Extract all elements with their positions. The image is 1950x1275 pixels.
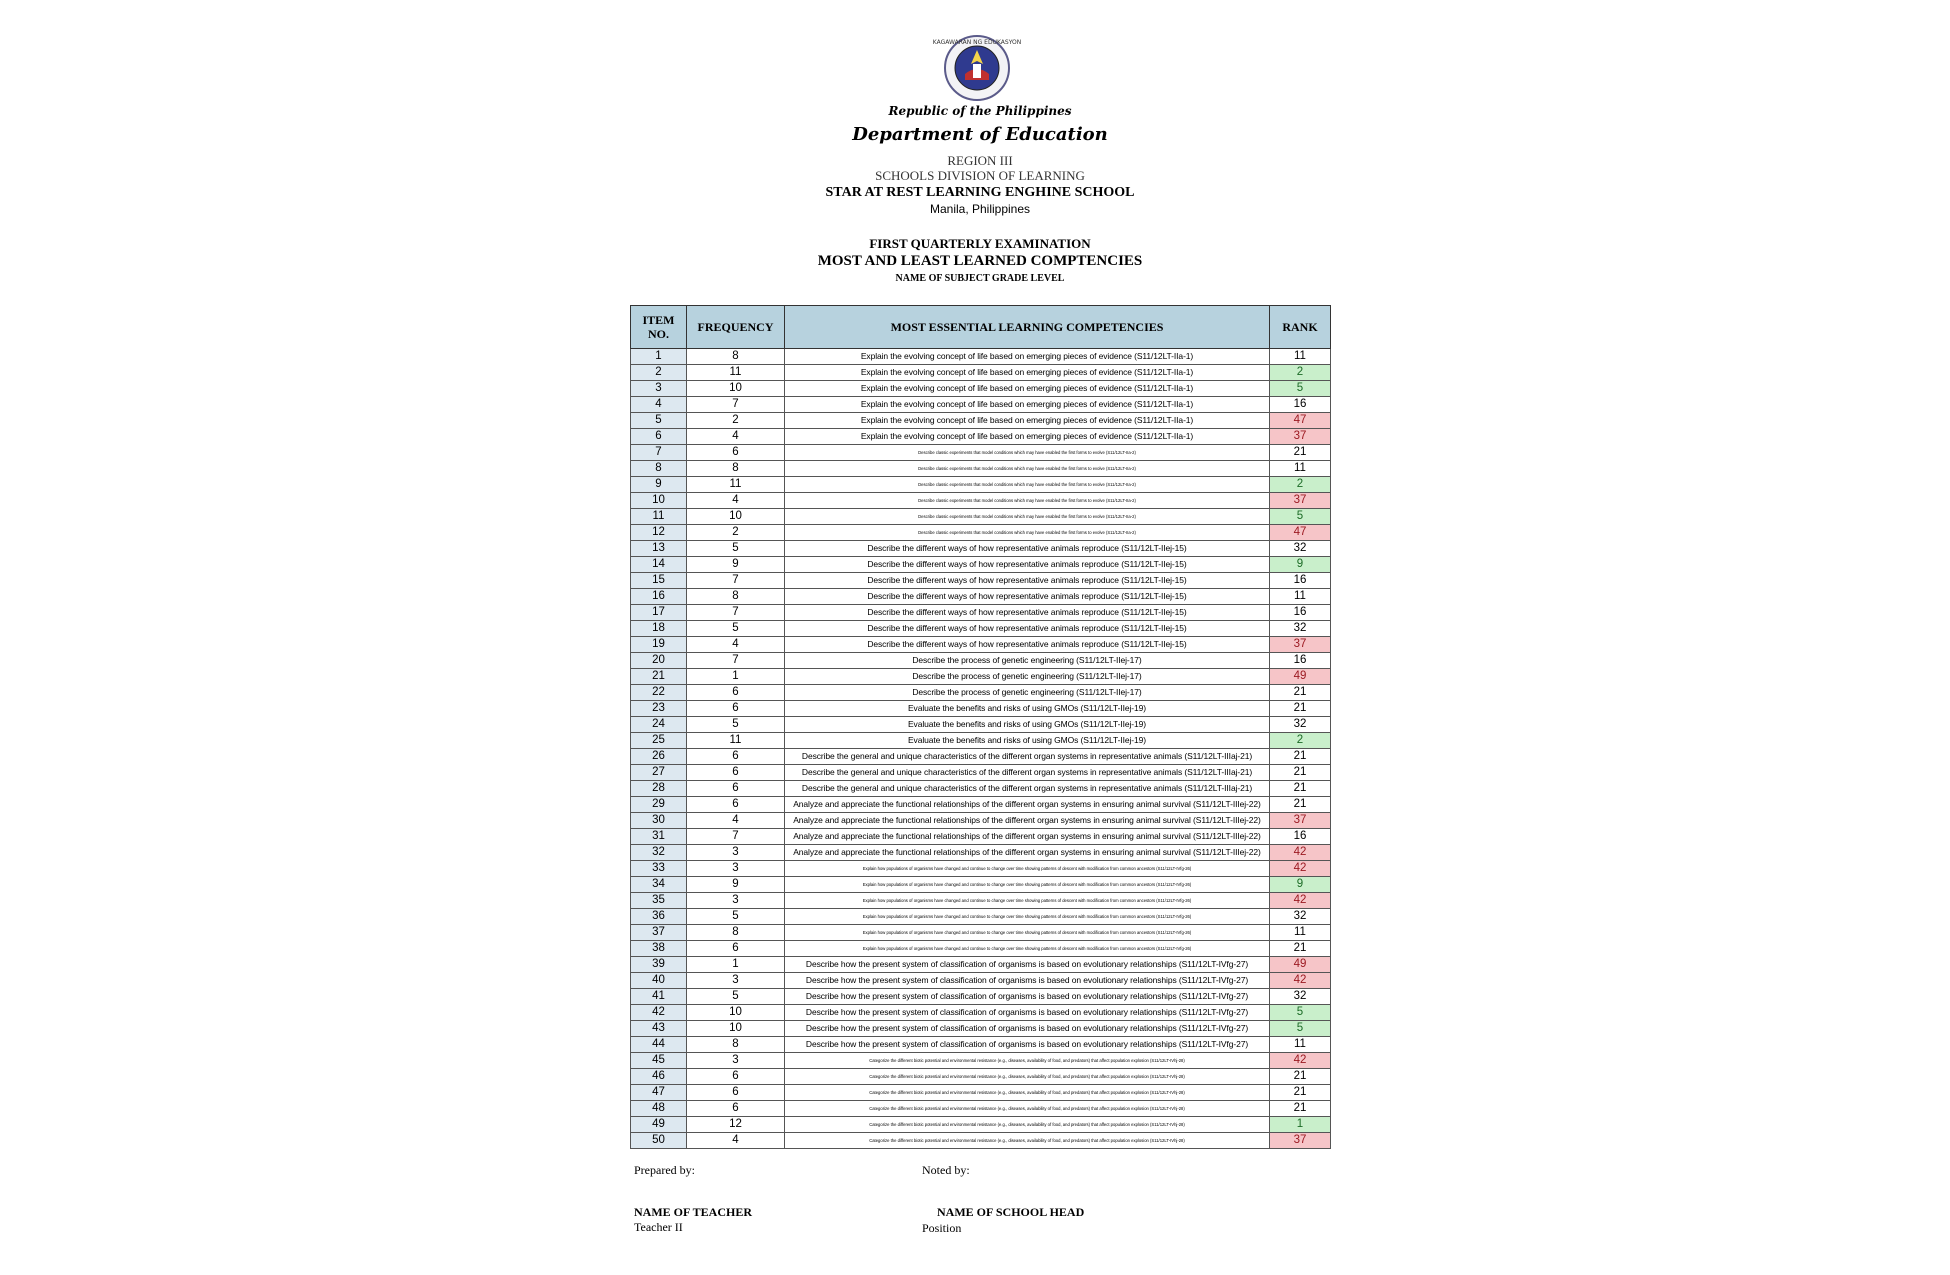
frequency-cell: 2 xyxy=(687,413,785,429)
teacher-name: NAME OF TEACHER xyxy=(634,1205,753,1219)
rank-cell: 32 xyxy=(1270,541,1331,557)
rank-cell: 16 xyxy=(1270,573,1331,589)
item-number-cell: 3 xyxy=(631,381,687,397)
table-row xyxy=(631,845,1331,861)
rank-cell: 42 xyxy=(1270,861,1331,877)
rank-cell: 5 xyxy=(1270,381,1331,397)
table-row xyxy=(631,573,1331,589)
table-row xyxy=(631,461,1331,477)
item-number-cell: 2 xyxy=(631,365,687,381)
item-number-cell: 16 xyxy=(631,589,687,605)
rank-cell: 21 xyxy=(1270,941,1331,957)
rank-cell: 9 xyxy=(1270,557,1331,573)
frequency-cell: 11 xyxy=(687,365,785,381)
division-label: SCHOOLS DIVISION OF LEARNING xyxy=(875,168,1085,183)
item-number-cell: 39 xyxy=(631,957,687,973)
table-row xyxy=(631,429,1331,445)
table-row xyxy=(631,653,1331,669)
item-number-cell: 12 xyxy=(631,525,687,541)
item-number-cell: 7 xyxy=(631,445,687,461)
competency-cell: Explain the evolving concept of life based on emerging pieces of evidence (S11/12LT-IIa-1) xyxy=(785,365,1270,381)
region-label: REGION III xyxy=(947,153,1013,168)
competency-cell: Analyze and appreciate the functional relationships of the different organ systems in ensuring animal survival (S11/12LT-IIIej-22) xyxy=(785,813,1270,829)
table-row xyxy=(631,765,1331,781)
competency-cell: Explain the evolving concept of life based on emerging pieces of evidence (S11/12LT-IIa-1) xyxy=(785,429,1270,445)
frequency-cell: 6 xyxy=(687,685,785,701)
frequency-cell: 3 xyxy=(687,1053,785,1069)
rank-cell: 42 xyxy=(1270,1053,1331,1069)
rank-cell: 11 xyxy=(1270,1037,1331,1053)
item-number-cell: 27 xyxy=(631,765,687,781)
item-number-cell: 4 xyxy=(631,397,687,413)
rank-cell: 42 xyxy=(1270,893,1331,909)
rank-cell: 49 xyxy=(1270,957,1331,973)
rank-cell: 37 xyxy=(1270,813,1331,829)
noted-by-label: Noted by: xyxy=(922,1163,970,1177)
frequency-cell: 5 xyxy=(687,541,785,557)
table-row xyxy=(631,493,1331,509)
item-number-cell: 19 xyxy=(631,637,687,653)
rank-cell: 49 xyxy=(1270,669,1331,685)
frequency-cell: 12 xyxy=(687,1117,785,1133)
frequency-cell: 10 xyxy=(687,381,785,397)
table-row xyxy=(631,861,1331,877)
frequency-cell: 9 xyxy=(687,557,785,573)
item-number-cell: 24 xyxy=(631,717,687,733)
rank-cell: 11 xyxy=(1270,461,1331,477)
table-row xyxy=(631,925,1331,941)
department-title: Department of Education xyxy=(852,124,1108,145)
table-row xyxy=(631,1005,1331,1021)
item-number-cell: 14 xyxy=(631,557,687,573)
frequency-cell: 10 xyxy=(687,509,785,525)
competency-cell: Describe classic experiments that model conditions which may have enabled the first forms to evolve (S11/12LT-IIa-2) xyxy=(785,525,1270,541)
competency-cell: Describe how the present system of classification of organisms is based on evolutionary relationships (S11/12LT-IVfg-27) xyxy=(785,989,1270,1005)
rank-cell: 21 xyxy=(1270,445,1331,461)
table-row xyxy=(631,701,1331,717)
table-row xyxy=(631,749,1331,765)
rank-cell: 16 xyxy=(1270,397,1331,413)
competency-cell: Describe the general and unique characteristics of the different organ systems in representative animals (S11/12LT-IIIaj-21) xyxy=(785,781,1270,797)
item-number-cell: 37 xyxy=(631,925,687,941)
competency-cell: Describe how the present system of classification of organisms is based on evolutionary relationships (S11/12LT-IVfg-27) xyxy=(785,1021,1270,1037)
report-title: MOST AND LEAST LEARNED COMPTENCIES xyxy=(817,253,1143,269)
rank-cell: 2 xyxy=(1270,733,1331,749)
frequency-cell: 6 xyxy=(687,765,785,781)
competency-cell: Explain how populations of organisms have changed and continue to change over time showing patterns of descent with modification from common ancestors (S11/12LT-IVfg-26) xyxy=(785,909,1270,925)
table-row xyxy=(631,781,1331,797)
table-row xyxy=(631,413,1331,429)
frequency-cell: 3 xyxy=(687,893,785,909)
frequency-cell: 8 xyxy=(687,589,785,605)
frequency-cell: 10 xyxy=(687,1021,785,1037)
column-header-competencies: MOST ESSENTIAL LEARNING COMPETENCIES xyxy=(785,306,1270,349)
column-header-frequency: FREQUENCY xyxy=(687,306,785,349)
competency-cell: Describe how the present system of classification of organisms is based on evolutionary relationships (S11/12LT-IVfg-27) xyxy=(785,1037,1270,1053)
competency-cell: Explain how populations of organisms have changed and continue to change over time showing patterns of descent with modification from common ancestors (S11/12LT-IVfg-26) xyxy=(785,925,1270,941)
table-row xyxy=(631,1101,1331,1117)
competency-cell: Analyze and appreciate the functional relationships of the different organ systems in ensuring animal survival (S11/12LT-IIIej-22) xyxy=(785,797,1270,813)
item-number-cell: 9 xyxy=(631,477,687,493)
table-row xyxy=(631,797,1331,813)
rank-cell: 21 xyxy=(1270,701,1331,717)
table-row xyxy=(631,621,1331,637)
table-row xyxy=(631,685,1331,701)
table-row xyxy=(631,909,1331,925)
item-number-cell: 36 xyxy=(631,909,687,925)
rank-cell: 42 xyxy=(1270,973,1331,989)
frequency-cell: 8 xyxy=(687,1037,785,1053)
teacher-position: Teacher II xyxy=(634,1220,683,1234)
frequency-cell: 4 xyxy=(687,637,785,653)
competency-cell: Evaluate the benefits and risks of using GMOs (S11/12LT-IIej-19) xyxy=(785,701,1270,717)
competency-cell: Describe classic experiments that model conditions which may have enabled the first forms to evolve (S11/12LT-IIa-2) xyxy=(785,445,1270,461)
competency-cell: Categorize the different biotic potential and environmental resistance (e.g., diseases, availability of food, and predators) that affect population explosion (S11/12LT-IVhj-28) xyxy=(785,1101,1270,1117)
school-head-position: Position xyxy=(922,1221,962,1235)
competency-cell: Analyze and appreciate the functional relationships of the different organ systems in ensuring animal survival (S11/12LT-IIIej-22) xyxy=(785,845,1270,861)
competency-cell: Explain how populations of organisms have changed and continue to change over time showing patterns of descent with modification from common ancestors (S11/12LT-IVfg-26) xyxy=(785,877,1270,893)
rank-cell: 1 xyxy=(1270,1117,1331,1133)
item-number-cell: 31 xyxy=(631,829,687,845)
rank-cell: 37 xyxy=(1270,493,1331,509)
rank-cell: 21 xyxy=(1270,1069,1331,1085)
table-header-row xyxy=(631,306,1331,349)
table-row xyxy=(631,525,1331,541)
item-number-cell: 45 xyxy=(631,1053,687,1069)
frequency-cell: 6 xyxy=(687,781,785,797)
item-number-cell: 50 xyxy=(631,1133,687,1149)
table-row xyxy=(631,813,1331,829)
table-row xyxy=(631,349,1331,365)
item-number-cell: 43 xyxy=(631,1021,687,1037)
item-number-cell: 10 xyxy=(631,493,687,509)
competency-cell: Describe the different ways of how representative animals reproduce (S11/12LT-IIej-15) xyxy=(785,557,1270,573)
competency-cell: Describe how the present system of classification of organisms is based on evolutionary relationships (S11/12LT-IVfg-27) xyxy=(785,973,1270,989)
competency-cell: Categorize the different biotic potential and environmental resistance (e.g., diseases, availability of food, and predators) that affect population explosion (S11/12LT-IVhj-28) xyxy=(785,1053,1270,1069)
item-number-cell: 44 xyxy=(631,1037,687,1053)
frequency-cell: 7 xyxy=(687,605,785,621)
table-row xyxy=(631,541,1331,557)
rank-cell: 11 xyxy=(1270,925,1331,941)
rank-cell: 21 xyxy=(1270,1101,1331,1117)
frequency-cell: 6 xyxy=(687,701,785,717)
frequency-cell: 1 xyxy=(687,669,785,685)
table-row xyxy=(631,717,1331,733)
frequency-cell: 4 xyxy=(687,493,785,509)
item-number-cell: 40 xyxy=(631,973,687,989)
competency-cell: Analyze and appreciate the functional relationships of the different organ systems in ensuring animal survival (S11/12LT-IIIej-22) xyxy=(785,829,1270,845)
item-number-cell: 29 xyxy=(631,797,687,813)
table-row xyxy=(631,957,1331,973)
item-number-cell: 1 xyxy=(631,349,687,365)
competency-cell: Evaluate the benefits and risks of using GMOs (S11/12LT-IIej-19) xyxy=(785,717,1270,733)
frequency-cell: 5 xyxy=(687,717,785,733)
frequency-cell: 3 xyxy=(687,861,785,877)
frequency-cell: 7 xyxy=(687,829,785,845)
frequency-cell: 1 xyxy=(687,957,785,973)
table-body xyxy=(631,349,1331,1149)
subject-label: NAME OF SUBJECT GRADE LEVEL xyxy=(895,273,1065,284)
competency-cell: Describe the general and unique characteristics of the different organ systems in representative animals (S11/12LT-IIIaj-21) xyxy=(785,765,1270,781)
item-number-cell: 21 xyxy=(631,669,687,685)
frequency-cell: 8 xyxy=(687,349,785,365)
competency-cell: Describe the process of genetic engineering (S11/12LT-IIej-17) xyxy=(785,653,1270,669)
frequency-cell: 5 xyxy=(687,621,785,637)
competency-cell: Describe the different ways of how representative animals reproduce (S11/12LT-IIej-15) xyxy=(785,541,1270,557)
rank-cell: 37 xyxy=(1270,429,1331,445)
school-location: Manila, Philippines xyxy=(929,202,1031,216)
svg-text:KAGAWARAN NG EDUKASYON: KAGAWARAN NG EDUKASYON xyxy=(932,39,1022,46)
competency-cell: Describe how the present system of classification of organisms is based on evolutionary relationships (S11/12LT-IVfg-27) xyxy=(785,1005,1270,1021)
item-number-cell: 41 xyxy=(631,989,687,1005)
competency-cell: Describe classic experiments that model conditions which may have enabled the first forms to evolve (S11/12LT-IIa-2) xyxy=(785,493,1270,509)
competency-cell: Explain how populations of organisms have changed and continue to change over time showing patterns of descent with modification from common ancestors (S11/12LT-IVfg-26) xyxy=(785,893,1270,909)
rank-cell: 5 xyxy=(1270,1005,1331,1021)
table-row xyxy=(631,365,1331,381)
table-row xyxy=(631,477,1331,493)
frequency-cell: 6 xyxy=(687,749,785,765)
rank-cell: 32 xyxy=(1270,621,1331,637)
competency-cell: Describe the different ways of how representative animals reproduce (S11/12LT-IIej-15) xyxy=(785,621,1270,637)
rank-cell: 5 xyxy=(1270,509,1331,525)
competency-cell: Describe the different ways of how representative animals reproduce (S11/12LT-IIej-15) xyxy=(785,637,1270,653)
item-number-cell: 17 xyxy=(631,605,687,621)
competency-cell: Categorize the different biotic potential and environmental resistance (e.g., diseases, availability of food, and predators) that affect population explosion (S11/12LT-IVhj-28) xyxy=(785,1133,1270,1149)
table-row xyxy=(631,973,1331,989)
competency-cell: Describe the process of genetic engineering (S11/12LT-IIej-17) xyxy=(785,669,1270,685)
item-number-cell: 28 xyxy=(631,781,687,797)
table-row xyxy=(631,381,1331,397)
school-head-name: NAME OF SCHOOL HEAD xyxy=(937,1205,1085,1219)
competency-cell: Explain how populations of organisms have changed and continue to change over time showing patterns of descent with modification from common ancestors (S11/12LT-IVfg-26) xyxy=(785,861,1270,877)
competency-cell: Categorize the different biotic potential and environmental resistance (e.g., diseases, availability of food, and predators) that affect population explosion (S11/12LT-IVhj-28) xyxy=(785,1117,1270,1133)
rank-cell: 47 xyxy=(1270,525,1331,541)
competency-cell: Explain the evolving concept of life based on emerging pieces of evidence (S11/12LT-IIa-1) xyxy=(785,349,1270,365)
table-row xyxy=(631,1069,1331,1085)
frequency-cell: 2 xyxy=(687,525,785,541)
rank-cell: 11 xyxy=(1270,589,1331,605)
frequency-cell: 6 xyxy=(687,445,785,461)
frequency-cell: 6 xyxy=(687,797,785,813)
table-row xyxy=(631,733,1331,749)
table-row xyxy=(631,829,1331,845)
item-number-cell: 22 xyxy=(631,685,687,701)
rank-cell: 37 xyxy=(1270,1133,1331,1149)
column-header-item-no: ITEM NO. xyxy=(631,306,687,349)
rank-cell: 21 xyxy=(1270,685,1331,701)
frequency-cell: 3 xyxy=(687,973,785,989)
table-row xyxy=(631,893,1331,909)
frequency-cell: 6 xyxy=(687,941,785,957)
rank-cell: 32 xyxy=(1270,989,1331,1005)
rank-cell: 5 xyxy=(1270,1021,1331,1037)
item-number-cell: 11 xyxy=(631,509,687,525)
document-page xyxy=(630,0,1330,1275)
rank-cell: 21 xyxy=(1270,749,1331,765)
table-row xyxy=(631,509,1331,525)
table-row xyxy=(631,445,1331,461)
item-number-cell: 30 xyxy=(631,813,687,829)
frequency-cell: 11 xyxy=(687,733,785,749)
table-row xyxy=(631,989,1331,1005)
competency-cell: Describe classic experiments that model conditions which may have enabled the first forms to evolve (S11/12LT-IIa-2) xyxy=(785,509,1270,525)
frequency-cell: 6 xyxy=(687,1069,785,1085)
frequency-cell: 7 xyxy=(687,573,785,589)
table-row xyxy=(631,1117,1331,1133)
frequency-cell: 6 xyxy=(687,1101,785,1117)
country-label: Republic of the Philippines xyxy=(888,104,1072,118)
competency-cell: Categorize the different biotic potential and environmental resistance (e.g., diseases, availability of food, and predators) that affect population explosion (S11/12LT-IVhj-28) xyxy=(785,1085,1270,1101)
item-number-cell: 6 xyxy=(631,429,687,445)
rank-cell: 21 xyxy=(1270,1085,1331,1101)
item-number-cell: 13 xyxy=(631,541,687,557)
table-row xyxy=(631,605,1331,621)
school-name: STAR AT REST LEARNING ENGHINE SCHOOL xyxy=(825,185,1135,200)
item-number-cell: 25 xyxy=(631,733,687,749)
competency-cell: Describe classic experiments that model conditions which may have enabled the first forms to evolve (S11/12LT-IIa-2) xyxy=(785,461,1270,477)
table-row xyxy=(631,669,1331,685)
competency-cell: Explain the evolving concept of life based on emerging pieces of evidence (S11/12LT-IIa-1) xyxy=(785,413,1270,429)
column-header-rank: RANK xyxy=(1270,306,1331,349)
rank-cell: 21 xyxy=(1270,781,1331,797)
frequency-cell: 8 xyxy=(687,925,785,941)
competency-cell: Describe the different ways of how representative animals reproduce (S11/12LT-IIej-15) xyxy=(785,605,1270,621)
frequency-cell: 6 xyxy=(687,1085,785,1101)
rank-cell: 2 xyxy=(1270,365,1331,381)
rank-cell: 11 xyxy=(1270,349,1331,365)
frequency-cell: 5 xyxy=(687,909,785,925)
table-row xyxy=(631,1021,1331,1037)
rank-cell: 37 xyxy=(1270,637,1331,653)
item-number-cell: 49 xyxy=(631,1117,687,1133)
competency-cell: Evaluate the benefits and risks of using GMOs (S11/12LT-IIej-19) xyxy=(785,733,1270,749)
rank-cell: 21 xyxy=(1270,765,1331,781)
frequency-cell: 7 xyxy=(687,653,785,669)
item-number-cell: 20 xyxy=(631,653,687,669)
competency-cell: Categorize the different biotic potential and environmental resistance (e.g., diseases, availability of food, and predators) that affect population explosion (S11/12LT-IVhj-28) xyxy=(785,1069,1270,1085)
frequency-cell: 3 xyxy=(687,845,785,861)
rank-cell: 42 xyxy=(1270,845,1331,861)
competency-cell: Explain how populations of organisms have changed and continue to change over time showing patterns of descent with modification from common ancestors (S11/12LT-IVfg-26) xyxy=(785,941,1270,957)
competency-cell: Describe the process of genetic engineering (S11/12LT-IIej-17) xyxy=(785,685,1270,701)
table-row xyxy=(631,1133,1331,1149)
frequency-cell: 4 xyxy=(687,1133,785,1149)
item-number-cell: 23 xyxy=(631,701,687,717)
item-number-cell: 38 xyxy=(631,941,687,957)
item-number-cell: 18 xyxy=(631,621,687,637)
competency-cell: Describe the different ways of how representative animals reproduce (S11/12LT-IIej-15) xyxy=(785,573,1270,589)
item-number-cell: 34 xyxy=(631,877,687,893)
rank-cell: 16 xyxy=(1270,653,1331,669)
item-number-cell: 32 xyxy=(631,845,687,861)
rank-cell: 32 xyxy=(1270,717,1331,733)
item-number-cell: 26 xyxy=(631,749,687,765)
item-number-cell: 15 xyxy=(631,573,687,589)
table-row xyxy=(631,1085,1331,1101)
competencies-table xyxy=(630,305,1331,1149)
competency-cell: Describe the general and unique characteristics of the different organ systems in representative animals (S11/12LT-IIIaj-21) xyxy=(785,749,1270,765)
rank-cell: 16 xyxy=(1270,829,1331,845)
prepared-by-label: Prepared by: xyxy=(634,1163,695,1177)
item-number-cell: 8 xyxy=(631,461,687,477)
frequency-cell: 8 xyxy=(687,461,785,477)
competency-cell: Explain the evolving concept of life based on emerging pieces of evidence (S11/12LT-IIa-1) xyxy=(785,381,1270,397)
competency-cell: Describe how the present system of classification of organisms is based on evolutionary relationships (S11/12LT-IVfg-27) xyxy=(785,957,1270,973)
item-number-cell: 5 xyxy=(631,413,687,429)
table-row xyxy=(631,1037,1331,1053)
rank-cell: 9 xyxy=(1270,877,1331,893)
competency-cell: Describe classic experiments that model conditions which may have enabled the first forms to evolve (S11/12LT-IIa-2) xyxy=(785,477,1270,493)
competency-cell: Explain the evolving concept of life based on emerging pieces of evidence (S11/12LT-IIa-1) xyxy=(785,397,1270,413)
rank-cell: 16 xyxy=(1270,605,1331,621)
rank-cell: 2 xyxy=(1270,477,1331,493)
table-row xyxy=(631,941,1331,957)
frequency-cell: 7 xyxy=(687,397,785,413)
table-row xyxy=(631,397,1331,413)
rank-cell: 47 xyxy=(1270,413,1331,429)
table-row xyxy=(631,557,1331,573)
item-number-cell: 46 xyxy=(631,1069,687,1085)
rank-cell: 32 xyxy=(1270,909,1331,925)
table-row xyxy=(631,637,1331,653)
frequency-cell: 9 xyxy=(687,877,785,893)
item-number-cell: 33 xyxy=(631,861,687,877)
frequency-cell: 4 xyxy=(687,813,785,829)
table-row xyxy=(631,1053,1331,1069)
frequency-cell: 5 xyxy=(687,989,785,1005)
table-row xyxy=(631,877,1331,893)
rank-cell: 21 xyxy=(1270,797,1331,813)
competency-cell: Describe the different ways of how representative animals reproduce (S11/12LT-IIej-15) xyxy=(785,589,1270,605)
table-row xyxy=(631,589,1331,605)
item-number-cell: 35 xyxy=(631,893,687,909)
deped-seal-logo xyxy=(932,34,1022,102)
frequency-cell: 4 xyxy=(687,429,785,445)
frequency-cell: 11 xyxy=(687,477,785,493)
exam-title: FIRST QUARTERLY EXAMINATION xyxy=(869,236,1091,251)
frequency-cell: 10 xyxy=(687,1005,785,1021)
item-number-cell: 42 xyxy=(631,1005,687,1021)
item-number-cell: 47 xyxy=(631,1085,687,1101)
item-number-cell: 48 xyxy=(631,1101,687,1117)
